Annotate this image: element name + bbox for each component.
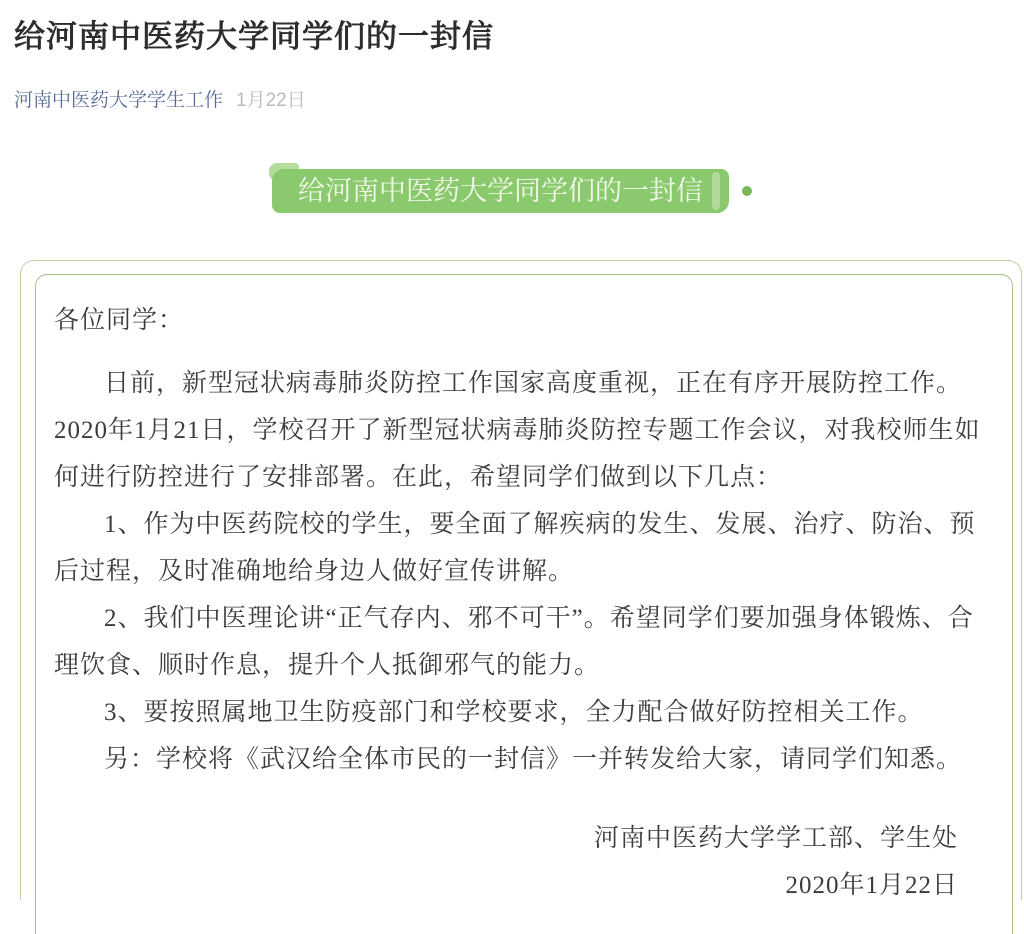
letter-paragraph: 1、作为中医药院校的学生，要全面了解疾病的发生、发展、治疗、防治、预后过程，及时准确地给身边人做好宣传讲解。 — [54, 510, 976, 585]
letter-paragraph: 3、要按照属地卫生防疫部门和学校要求，全力配合做好防控相关工作。 — [104, 698, 924, 726]
letter-inner-frame — [35, 274, 1013, 934]
letter-paragraph: 另：学校将《武汉给全体市民的一封信》一并转发给大家，请同学们知悉。 — [104, 745, 963, 773]
letter-salutation: 各位同学： — [54, 306, 185, 334]
account-name-link[interactable]: 河南中医药大学学生工作 — [14, 89, 224, 111]
letter-outer-frame — [20, 260, 1022, 900]
publish-date: 1月22日 — [236, 89, 306, 111]
byline — [14, 85, 1008, 112]
letter-signature: 河南中医药大学学工部、学生处 — [593, 824, 958, 852]
letter-title-ribbon: 给河南中医药大学同学们的一封信 — [272, 169, 729, 213]
banner-row — [0, 169, 1024, 213]
letter-paragraph: 2、我们中医理论讲“正气存内、邪不可干”。希望同学们要加强身体锻炼、合理饮食、顺时作息，提升个人抵御邪气的能力。 — [54, 604, 974, 679]
letter-paragraph: 日前，新型冠状病毒肺炎防控工作国家高度重视，正在有序开展防控工作。2020年1月21日，学校召开了新型冠状病毒肺炎防控专题工作会议，对我校师生如何进行防控进行了安排部署。在此，希望同学们做到以下几点： — [54, 369, 981, 491]
article-title: 给河南中医药大学同学们的一封信 — [14, 19, 494, 54]
signature-block — [54, 815, 986, 909]
green-dot-icon — [742, 186, 752, 196]
article-header — [0, 0, 1024, 112]
letter-body — [54, 360, 986, 783]
letter-date: 2020年1月22日 — [785, 871, 958, 899]
